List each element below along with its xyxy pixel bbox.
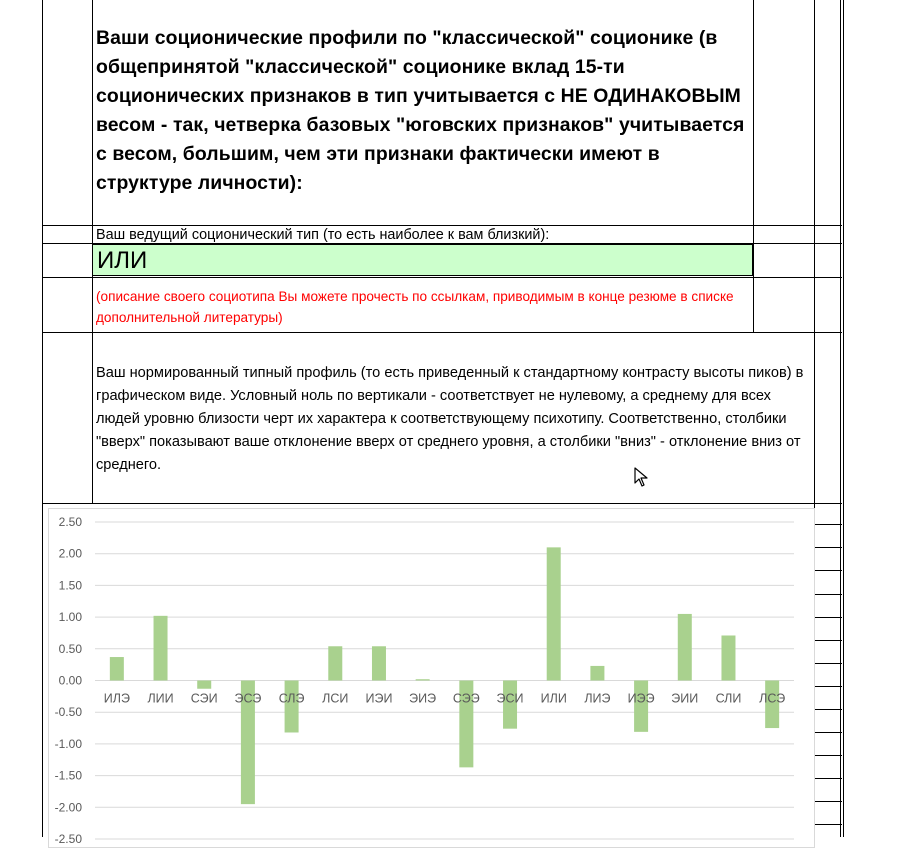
bar-ИЛИ[interactable] [547,547,561,680]
bar-ИЛЭ[interactable] [110,657,124,680]
x-category-label: ЛСЭ [759,691,786,706]
x-category-label: ЭИИ [671,691,699,706]
grid-row-line [814,594,842,595]
grid-row-line [814,801,842,802]
x-category-label: ЛИЭ [584,691,611,706]
mouse-cursor-icon [634,467,650,487]
grid-row-line [814,732,842,733]
grid-row-line [814,570,842,571]
bar-ИЭЭ[interactable] [634,681,648,732]
y-tick-label: 1.50 [58,578,82,593]
grid-col-line [42,0,43,837]
profiles-heading: Ваши соционические профили по "классической" соционике (в общепринятой "классической" соционике вклад 15-ти соционических признаков в тип учитывается с НЕ ОДИНАКОВЫМ весом - так, четверка базовых "юговских признаков" учитывается с весом, большим, чем эти признаки фактически имеют в структуре личности): [96,27,745,194]
x-category-label: СЛИ [715,691,742,706]
y-tick-label: -2.00 [54,800,82,815]
x-category-label: ЛИИ [147,691,174,706]
y-tick-label: 1.00 [58,610,82,625]
grid-row-line [814,524,842,525]
y-tick-label: 0.00 [58,673,82,688]
bar-СЛЭ[interactable] [285,681,299,733]
grid-row-line [814,755,842,756]
x-category-label: ЭИЭ [409,691,437,706]
bar-ИЭИ[interactable] [372,646,386,680]
grid-row-line [42,332,842,333]
y-tick-label: -0.50 [54,705,82,720]
bar-ЭИЭ[interactable] [416,679,430,680]
x-category-label: СЭЭ [452,691,480,706]
x-category-label: ЭСИ [496,691,524,706]
grid-row-line [814,686,842,687]
grid-col-line [843,0,844,837]
bar-ЛСИ[interactable] [328,646,342,680]
grid-col-line [840,0,841,837]
y-tick-label: -2.50 [54,832,82,846]
x-category-label: ИЛИ [540,691,567,706]
y-tick-label: 2.00 [58,546,82,561]
grid-row-line [814,778,842,779]
x-category-label: ИЭЭ [627,691,655,706]
grid-row-line [814,640,842,641]
bar-ЛИИ[interactable] [154,616,168,681]
bar-ЭИИ[interactable] [678,614,692,681]
grid-row-line [814,617,842,618]
x-category-label: ИЭИ [365,691,393,706]
type-description-note: (описание своего социотипа Вы можете прочесть по ссылкам, приводимым в конце резюме в списке дополнительной литературы) [96,289,734,325]
bar-СЭИ[interactable] [197,681,211,689]
bar-ЛИЭ[interactable] [590,666,604,681]
leading-type-label: Ваш ведущий соционический тип (то есть наиболее к вам близкий): [96,227,550,243]
x-category-label: СЛЭ [278,691,305,706]
bar-СЛИ[interactable] [721,635,735,680]
profile-chart[interactable] [48,508,815,848]
x-category-label: ИЛЭ [103,691,130,706]
x-category-label: ЭСЭ [234,691,262,706]
grid-row-line [42,503,842,504]
grid-row-line [814,663,842,664]
y-tick-label: -1.50 [54,768,82,783]
profile-description: Ваш нормированный типный профиль (то есть приведенный к стандартному контрасту высоты пиков) в графическом виде. Условный ноль по вертикали - соответствует не нулевому, а среднему для всех людей уровню близости черт их характера к соответствующему психотипу. Соответственно, столбики "вверх" показывают ваше отклонение вверх от среднего уровня, а столбики "вниз" - отклонение вниз от среднего. [96,365,804,473]
profile-chart-svg [49,509,816,849]
leading-type-value: ИЛИ [97,247,148,274]
x-category-label: СЭИ [190,691,218,706]
grid-row-line [42,277,842,278]
y-tick-label: -1.00 [54,736,82,751]
grid-row-line [814,709,842,710]
y-tick-label: 2.50 [58,515,82,529]
grid-row-line [814,824,842,825]
leading-type-cell[interactable] [92,244,753,276]
x-category-label: ЛСИ [322,691,349,706]
grid-row-line [814,547,842,548]
y-tick-label: 0.50 [58,641,82,656]
